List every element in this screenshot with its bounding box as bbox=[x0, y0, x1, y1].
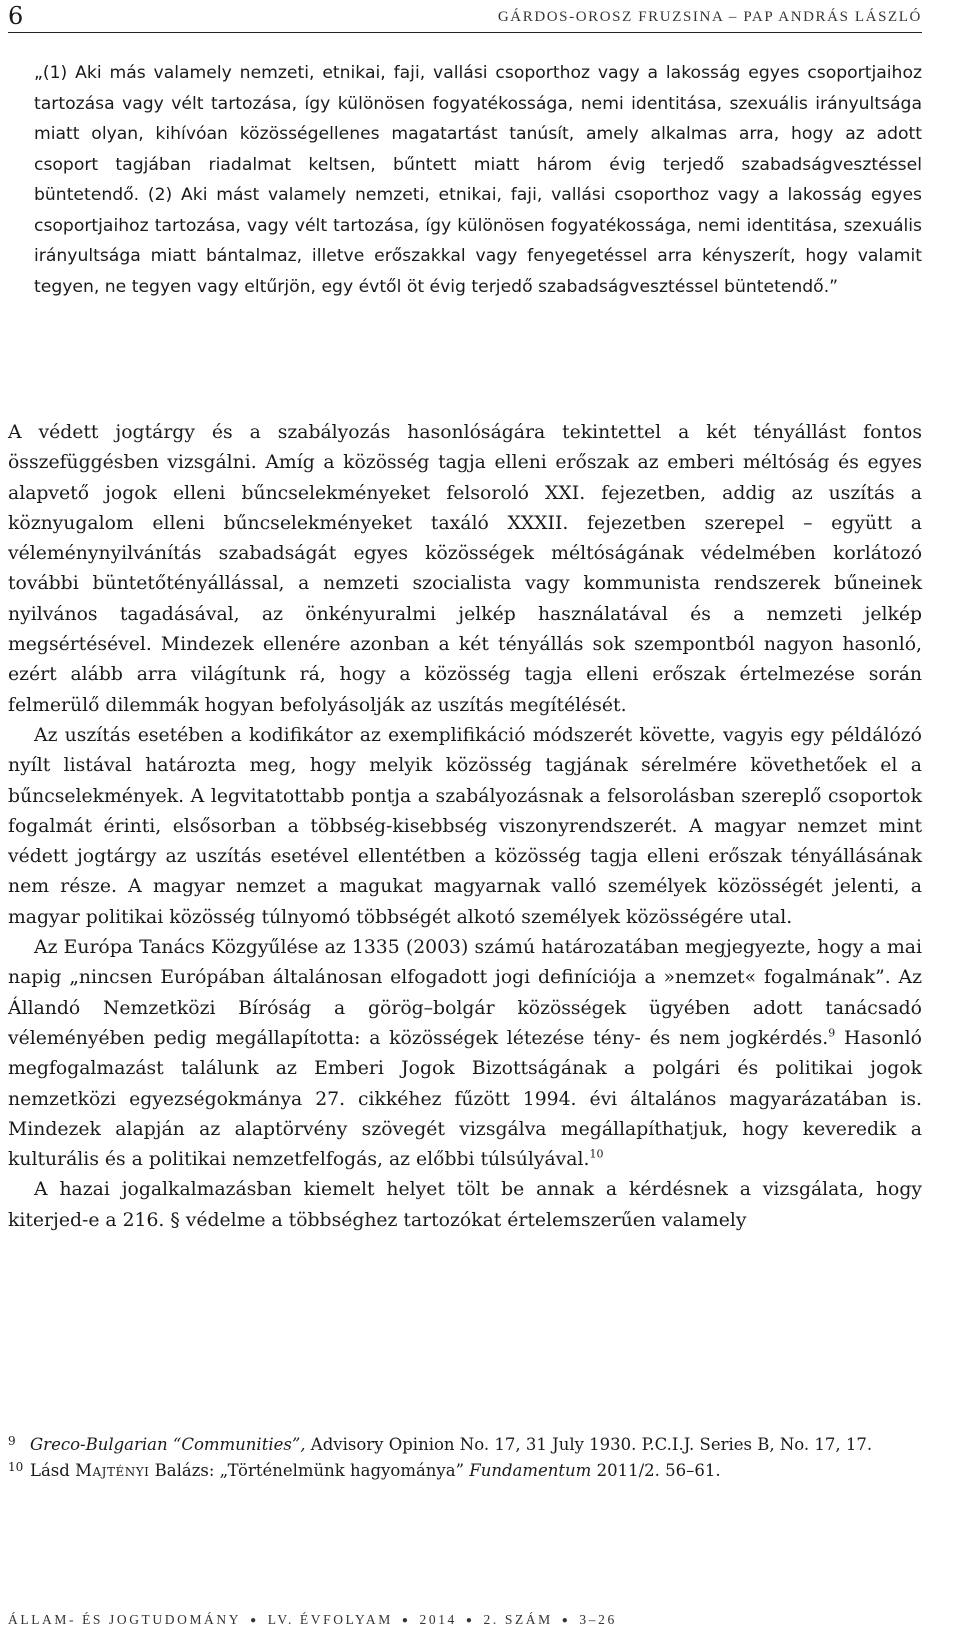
paragraph-4: A hazai jogalkalmazásban kiemelt helyet tölt be annak a kérdésnek a vizsgálata, hogy kiterjed-e a 216. § védelme a többséghez tartozókat értelemszerűen valamely bbox=[8, 1179, 922, 1231]
footnote-number: 10 bbox=[8, 1460, 24, 1474]
footnotes bbox=[8, 1432, 922, 1484]
body-text bbox=[8, 418, 922, 1236]
footnote-ref-10[interactable]: 10 bbox=[589, 1147, 604, 1161]
footnote-text: Advisory Opinion No. 17, 31 July 1930. P.C.I.J. Series B, No. 17, 17. bbox=[305, 1435, 873, 1454]
footer-issue: 2. SZÁM bbox=[483, 1612, 553, 1627]
bullet-icon: ● bbox=[401, 1615, 411, 1626]
footnote-10 bbox=[8, 1458, 922, 1484]
bullet-icon: ● bbox=[465, 1615, 475, 1626]
paragraph-3-part-b: Hasonló megfogalmazást találunk az Emberi Jogok Bizottságának a polgári és politikai jogok nemzetközi egyezségokmánya 27. cikkéhez fűzött 1994. évi általános magyarázatában is. Mindezek alapján az alaptörvény szövegét vizsgálva megállapíthatjuk, hogy keveredik a kulturális és a politikai nemzetfelfogás, az előbbi túlsúlyával. bbox=[8, 1027, 922, 1171]
quoted-statute: „(1) Aki más valamely nemzeti, etnikai, faji, vallási csoporthoz vagy a lakosság egyes csoportjaihoz tartozása vagy vélt tartozása, így különösen fogyatékossága, nemi identitása, szexuális irányultsága miatt olyan, kihívóan közösségellenes magatartást tanúsít, amely alkalmas arra, hogy az adott csoport tagjában riadalmat keltsen, bűntett miatt három évig terjedő szabadságvesztéssel büntetendő. (2) Aki mást valamely nemzeti, etnikai, faji, vallási csoporthoz vagy a lakosság egyes csoportjaihoz tartozása, vagy vélt tartozása, így különösen fogyatékossága, nemi identitása, szexuális irányultsága miatt bántalmaz, illetve erőszakkal vagy fenyegetéssel arra kényszerít, hogy valamit tegyen, ne tegyen vagy eltűrjön, egy évtől öt évig terjedő szabadságvesztéssel büntetendő.” bbox=[34, 63, 922, 297]
footnote-citation: Balázs: „Történelmünk hagyománya” bbox=[149, 1461, 465, 1480]
footer-volume: LV. ÉVFOLYAM bbox=[267, 1612, 393, 1627]
footnote-italic-title: Greco-Bulgarian “Communities”, bbox=[30, 1435, 306, 1454]
footnote-number: 9 bbox=[8, 1434, 16, 1448]
footnote-prefix: Lásd bbox=[30, 1461, 76, 1480]
page-footer bbox=[8, 1612, 922, 1628]
page-number: 6 bbox=[8, 2, 24, 30]
paragraph-3-part-a: Az Európa Tanács Közgyűlése az 1335 (2003) számú határozatában megjegyezte, hogy a mai napig „nincsen Európában általánosan elfogadott jogi definíciója a »nemzet« fogalmának”. Az Állandó Nemzetközi Bíróság a görög–bolgár közösségek ügyében adott tanácsadó véleményében pedig megállapította: a közösségek létezése tény- és nem jogkérdés. bbox=[8, 937, 922, 1049]
footer-pages: 3–26 bbox=[579, 1612, 617, 1627]
bullet-icon: ● bbox=[561, 1615, 571, 1626]
paragraph-3 bbox=[8, 933, 922, 1175]
footer-journal: ÁLLAM- ÉS JOGTUDOMÁNY bbox=[8, 1612, 242, 1627]
running-head: GÁRDOS-OROSZ FRUZSINA – PAP ANDRÁS LÁSZLÓ bbox=[497, 9, 922, 25]
footnote-9 bbox=[8, 1432, 922, 1458]
page-header bbox=[8, 2, 922, 33]
bullet-icon: ● bbox=[250, 1615, 259, 1626]
footnote-pages: 2011/2. 56–61. bbox=[591, 1461, 721, 1480]
footnote-ref-9[interactable]: 9 bbox=[828, 1026, 836, 1040]
footer-year: 2014 bbox=[419, 1612, 457, 1627]
footnote-journal: Fundamentum bbox=[464, 1461, 592, 1480]
footnote-author: Majtényi bbox=[75, 1461, 150, 1480]
paragraph-2: Az uszítás esetében a kodifikátor az exemplifikáció módszerét követte, vagyis egy példálózó nyílt listával határozta meg, hogy melyik közösség tagjának sérelmére követhetőek el a bűncselekmények. A legvitatottabb pontja a szabályozásnak a felsorolásban szereplő csoportok fogalmát érinti, elsősorban a többség-kisebbség viszonyrendszerét. A magyar nemzet mint védett jogtárgy az uszítás esetével ellentétben a közösség tagja elleni erőszak tényállásának nem része. A magyar nemzet a magukat magyarnak valló személyek közösségét jelenti, a magyar politikai közösség túlnyomó többségét alkotó személyek közösségére utal. bbox=[8, 724, 922, 928]
paragraph-1: A védett jogtárgy és a szabályozás hasonlóságára tekintettel a két tényállást fontos összefüggésben vizsgálni. Amíg a közösség tagja elleni erőszak az emberi méltóság és egyes alapvető jogok elleni bűncselekményeket felsoroló XXI. fejezetben, addig az uszítás a köznyugalom elleni bűncselekményeket taxáló XXXII. fejezetben szerepel – együtt a véleménynyilvánítás szabadságát egyes közösségek méltóságának védelmében korlátozó további büntetőtényállással, a nemzeti szocialista vagy kommunista rendszerek bűneinek nyilvános tagadásával, az önkényuralmi jelkép használatával és a nemzeti jelkép megsértésével. Mindezek ellenére azonban a két tényállás sok szempontból nagyon hasonló, ezért alább arra világítunk rá, hogy a közösség tagja elleni erőszak értelmezése során felmerülő dilemmák hogyan befolyásolják az uszítás megítélését. bbox=[8, 422, 922, 716]
